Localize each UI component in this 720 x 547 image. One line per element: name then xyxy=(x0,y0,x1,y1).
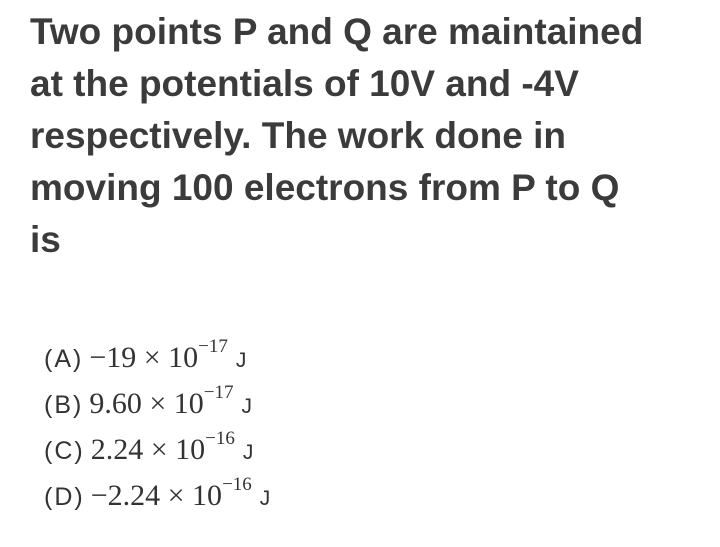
option-b[interactable] xyxy=(44,382,684,432)
option-exponent: −17 xyxy=(198,336,228,357)
option-a[interactable] xyxy=(44,336,684,386)
option-exponent: −16 xyxy=(205,428,235,449)
option-d[interactable] xyxy=(44,474,684,524)
option-label: (D) xyxy=(44,483,85,511)
option-value: $-2.24 \times 10^{-16}$ xyxy=(90,474,252,512)
option-label: (B) xyxy=(44,391,84,419)
question-line: is xyxy=(30,219,61,260)
answer-options xyxy=(44,336,684,524)
option-unit: J xyxy=(241,395,252,418)
option-value: $-19 \times 10^{-17}$ xyxy=(89,336,228,374)
option-label: (A) xyxy=(44,345,84,373)
option-value: $9.60 \times 10^{-17}$ xyxy=(89,382,234,420)
question-line: Two points P and Q are maintained xyxy=(30,11,644,52)
question-line: at the potentials of 10V and -4V xyxy=(30,63,579,104)
option-exponent: −16 xyxy=(222,474,252,495)
option-exponent: −17 xyxy=(203,382,234,403)
option-unit: J xyxy=(242,441,254,464)
question-line: moving 100 electrons from P to Q xyxy=(30,167,620,208)
option-value: $2.24 \times 10^{-16}$ xyxy=(90,428,235,466)
option-label: (C) xyxy=(44,437,85,465)
option-unit: J xyxy=(235,349,247,372)
question-text xyxy=(30,6,710,266)
option-c[interactable] xyxy=(44,428,684,478)
option-unit: J xyxy=(259,487,271,510)
question-line: respectively. The work done in xyxy=(30,115,566,156)
